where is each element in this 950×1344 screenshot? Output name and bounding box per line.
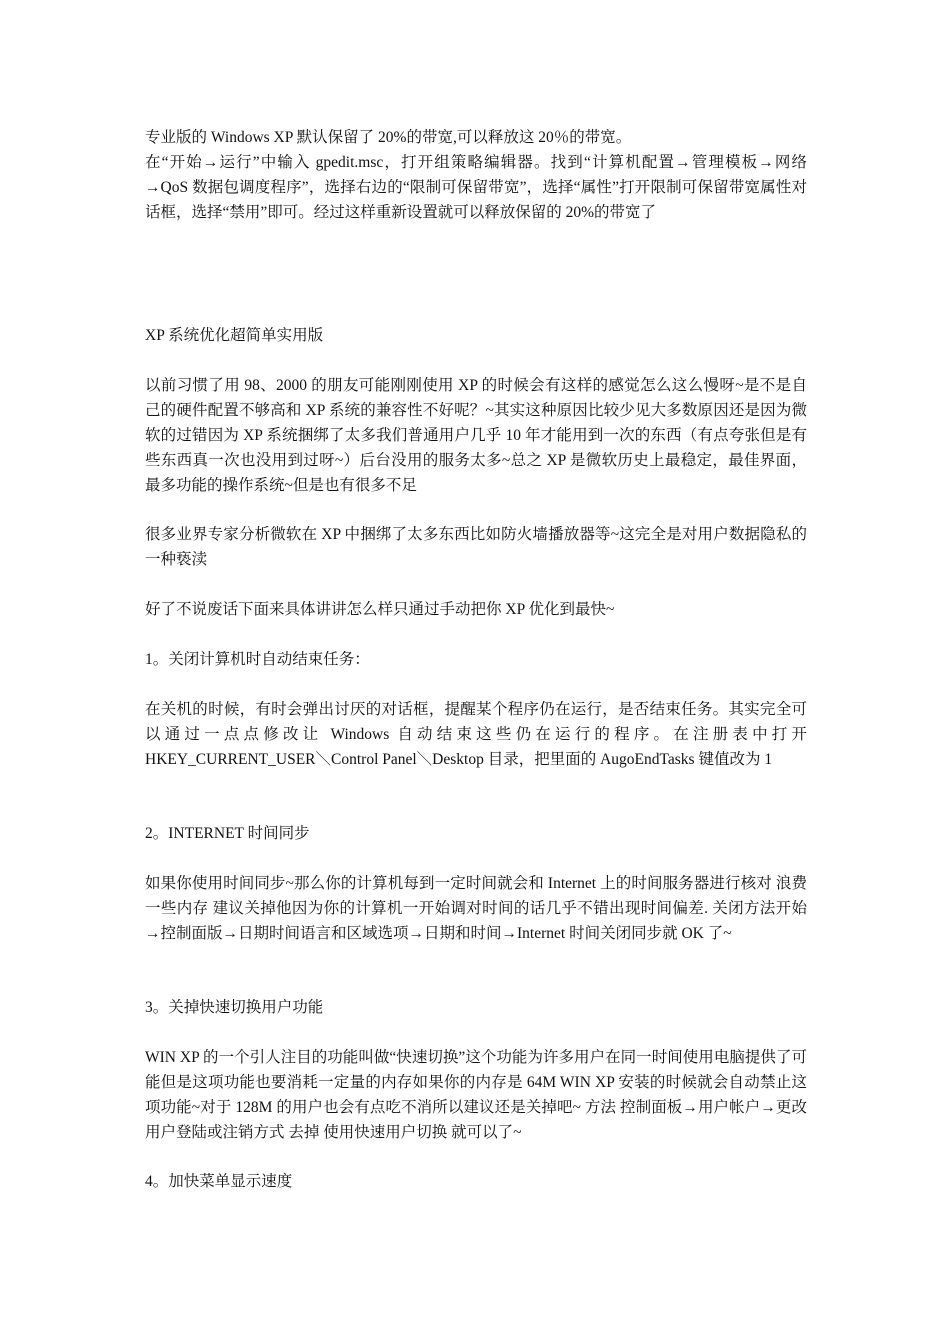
paragraph-intro-1: 以前习惯了用 98、2000 的朋友可能刚刚使用 XP 的时候会有这样的感觉怎么这么慢呀~是不是自己的硬件配置不够高和 XP 系统的兼容性不好呢？~其实这种原因比较少见大多数原因还是因为微软的过错因为 XP 系统捆绑了太多我们普通用户几乎 10 年才能用到一次的东西（有点夸张但是有些东西真一次也没用到过呀~）后台没用的服务太多~总之 XP 是微软历史上最稳定，最佳界面，最多功能的操作系统~但是也有很多不足 <box>145 377 807 494</box>
section-3-body: WIN XP 的一个引人注目的功能叫做“快速切换”这个功能为许多用户在同一时间使用电脑提供了可能但是这项功能也要消耗一定量的内存如果你的内存是 64M WIN XP 安装的时候就会自动禁止这项功能~对于 128M 的用户也会有点吃不消所以建议还是关掉吧~ 方法 控制面板→用户帐户→更改用户登陆或注销方式 去掉 使用快速用户切换 就可以了~ <box>145 1049 807 1141</box>
paragraph-intro-2: 很多业界专家分析微软在 XP 中捆绑了太多东西比如防火墙播放器等~这完全是对用户数据隐私的一种亵渎 <box>145 526 807 568</box>
article-title: XP 系统优化超简单实用版 <box>145 327 324 344</box>
paragraph-intro-3: 好了不说废话下面来具体讲讲怎么样只通过手动把你 XP 优化到最快~ <box>145 601 615 618</box>
intro-line-2: 在“开始→运行”中输入 gpedit.msc，打开组策略编辑器。找到“计算机配置→管理模板→网络→QoS 数据包调度程序”，选择右边的“限制可保留带宽”，选择“属性”打开限制可保留带宽属性对话框，选择“禁用”即可。经过这样重新设置就可以释放保留的 20%的带宽了 <box>145 154 807 221</box>
section-2-body: 如果你使用时间同步~那么你的计算机每到一定时间就会和 Internet 上的时间服务器进行核对 浪费一些内存 建议关掉他因为你的计算机一开始调对时间的话几乎不错出现时间偏差. 关闭方法开始→控制面版→日期时间语言和区域选项→日期和时间→Internet 时间关闭同步就 OK 了~ <box>145 875 807 942</box>
intro-line-1: 专业版的 Windows XP 默认保留了 20%的带宽,可以释放这 20％的带宽。 <box>145 129 632 146</box>
section-4-heading: 4。加快菜单显示速度 <box>145 1173 293 1190</box>
section-1-heading: 1。关闭计算机时自动结束任务： <box>145 651 370 668</box>
section-1-body: 在关机的时候，有时会弹出讨厌的对话框，提醒某个程序仍在运行，是否结束任务。其实完全可以通过一点点修改让 Windows 自动结束这些仍在运行的程序。在注册表中打开HKEY_CURRENT_USER＼Control Panel＼Desktop 目录，把里面的 AugoEndTasks 键值改为 1 <box>145 701 807 768</box>
section-3-heading: 3。关掉快速切换用户功能 <box>145 999 324 1016</box>
section-2-heading: 2。INTERNET 时间同步 <box>145 825 310 842</box>
intro-block <box>145 125 807 225</box>
